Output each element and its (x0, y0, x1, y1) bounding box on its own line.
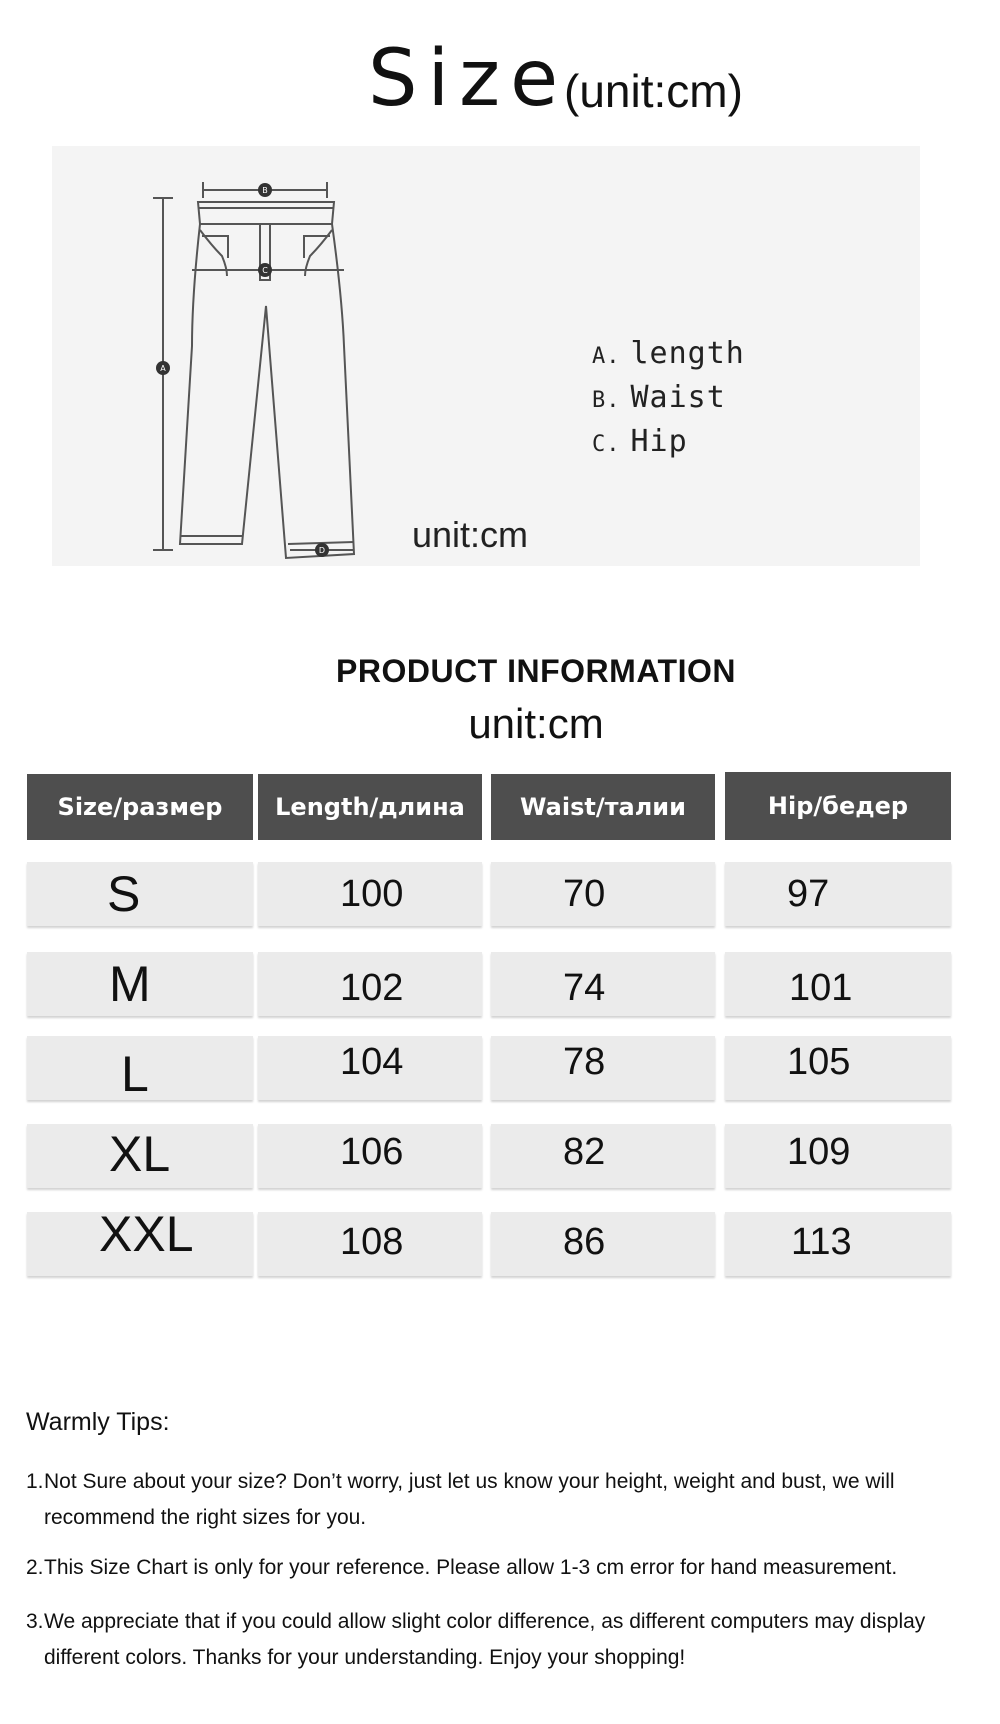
page-title: Size (368, 34, 569, 124)
marker-b-label: B (262, 186, 268, 195)
tip-text: This Size Chart is only for your reference. Please allow 1-3 cm error for hand measurement. (44, 1556, 898, 1579)
unit-label: (unit:cm) (564, 65, 743, 117)
legend-label: length (630, 336, 745, 371)
table-row-length-cell: 102 (258, 952, 482, 1016)
table-row-length-cell: 108 (258, 1212, 482, 1276)
legend-key: A. (592, 344, 621, 369)
tip-text: We appreciate that if you could allow slight color difference, as different computers may display different colors. Thanks for your understanding. Enjoy your shopping! (44, 1610, 926, 1669)
diagram-unit-label: unit:cm (412, 514, 529, 555)
table-row-length-cell: 106 (258, 1124, 482, 1188)
tip-item (26, 1604, 976, 1676)
legend-item-waist (592, 380, 726, 415)
tip-number: 3. (26, 1610, 44, 1633)
table-row-length-cell: 104 (258, 1036, 482, 1100)
section-unit-label: unit:cm (468, 700, 604, 747)
table-row-waist-cell: 78 (491, 1036, 715, 1100)
table-row-waist-cell: 86 (491, 1212, 715, 1276)
table-row-size-cell: S (27, 862, 253, 926)
table-row-size-cell: XL (27, 1124, 253, 1188)
tip-number: 2. (26, 1556, 44, 1579)
table-row-hip-cell: 105 (725, 1036, 951, 1100)
tip-number: 1. (26, 1470, 44, 1493)
table-row-size-cell: L (27, 1036, 253, 1100)
table-row-hip-cell: 101 (725, 952, 951, 1016)
section-title: PRODUCT INFORMATION (336, 653, 736, 689)
legend-key: C. (592, 432, 621, 457)
table-row-size-cell: M (27, 952, 253, 1016)
legend-key: B. (592, 388, 621, 413)
header-waist: Waist/талии (491, 774, 715, 840)
tip-text: Not Sure about your size? Don’t worry, just let us know your height, weight and bust, we will recommend the right sizes for you. (44, 1470, 895, 1529)
marker-c-label: C (262, 266, 268, 275)
tip-item (26, 1550, 976, 1586)
tips-title: Warmly Tips: (26, 1408, 170, 1436)
header-length: Length/длина (258, 774, 482, 840)
marker-d-label: D (318, 546, 326, 555)
table-row-hip-cell: 97 (725, 862, 951, 926)
table-row-waist-cell: 82 (491, 1124, 715, 1188)
table-row-hip-cell: 113 (725, 1212, 951, 1276)
header-hip: Hip/бедер (725, 772, 951, 840)
table-row-waist-cell: 70 (491, 862, 715, 926)
legend-label: Hip (630, 424, 688, 459)
legend-label: Waist (630, 380, 726, 415)
marker-a-label: A (160, 364, 166, 373)
pants-diagram-panel (52, 146, 920, 566)
header-size: Size/размер (27, 774, 253, 840)
table-row-length-cell: 100 (258, 862, 482, 926)
table-row-hip-cell: 109 (725, 1124, 951, 1188)
legend-item-hip (592, 424, 688, 459)
table-row-size-cell: XXL (27, 1212, 253, 1276)
legend-item-length (592, 336, 745, 371)
pants-illustration (52, 146, 920, 566)
table-row-waist-cell: 74 (491, 952, 715, 1016)
tip-item (26, 1464, 976, 1536)
